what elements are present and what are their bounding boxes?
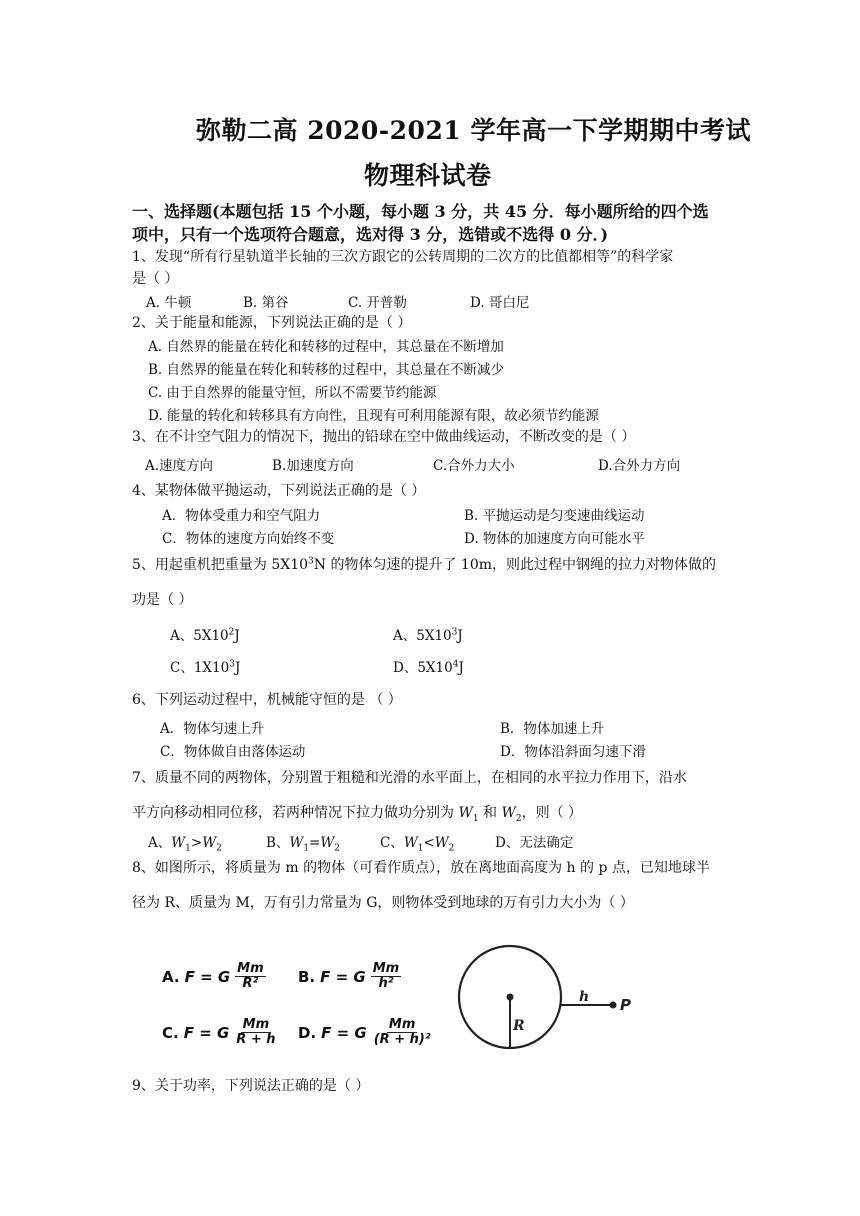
q2-stem: 2、关于能量和能源，下列说法正确的是（ ） bbox=[132, 315, 412, 331]
q7-option-a-w1: W bbox=[171, 835, 186, 851]
q8-formula-d-numerator: Mm bbox=[388, 1017, 416, 1032]
exam-subtitle: 物理科试卷 bbox=[364, 161, 492, 190]
q5-option-a-exp: 2 bbox=[228, 627, 235, 638]
q5-option-a bbox=[170, 624, 240, 644]
q5-option-b-exp: 3 bbox=[451, 627, 458, 638]
q7-option-c-sub1: 1 bbox=[417, 843, 424, 854]
q8-formula-b-numerator: Mm bbox=[372, 961, 400, 976]
q7-option-d: D、无法确定 bbox=[495, 835, 574, 851]
q7-option-b-sub2: 2 bbox=[334, 843, 340, 854]
q7-option-c bbox=[380, 831, 454, 854]
q7-option-b-w1: W bbox=[289, 835, 304, 851]
q5-option-c-exp: 3 bbox=[229, 659, 235, 670]
q5-stem-post: N 的物体匀速的提升了 10m，则此过程中钢绳的拉力对物体做的 bbox=[313, 557, 717, 573]
q3-option-d: D.合外力方向 bbox=[598, 458, 681, 474]
q7-option-b-sub1: 1 bbox=[303, 843, 310, 854]
q1-option-d: D. 哥白尼 bbox=[470, 295, 530, 311]
q8-formula-c-lhs: F = G bbox=[183, 1023, 230, 1042]
q4-option-a: A．物体受重力和空气阻力 bbox=[162, 508, 321, 524]
q7-option-b-w2: W bbox=[320, 835, 335, 851]
q8-stem-line1: 8、如图所示，将质量为 m 的物体（可看作质点），放在离地面高度为 h 的 p 点，已知地球半 bbox=[132, 860, 710, 876]
q1-stem-line2: 是（ ） bbox=[132, 271, 179, 287]
q8-formula-a-denominator: R² bbox=[242, 976, 259, 992]
q8-formula-d-denominator: (R + h)² bbox=[373, 1032, 431, 1048]
q6-option-a: A．物体匀速上升 bbox=[160, 721, 265, 737]
q7-w1-symbol: W bbox=[458, 805, 473, 821]
q7-option-a-sub1: 1 bbox=[185, 843, 191, 854]
q7-option-c-w2: W bbox=[434, 835, 449, 851]
q4-option-d: D. 物体的加速度方向可能水平 bbox=[464, 531, 645, 547]
q7-w1-subscript: 1 bbox=[472, 813, 479, 824]
q2-option-c: C. 由于自然界的能量守恒，所以不需要节约能源 bbox=[148, 385, 437, 401]
exam-title: 弥勒二高 2020-2021 学年高一下学期期中考试 bbox=[196, 116, 751, 145]
q8-earth-figure bbox=[450, 935, 650, 1060]
q3-option-c: C.合外力大小 bbox=[433, 458, 515, 474]
q7-option-c-relation: < bbox=[423, 835, 435, 851]
q8-formula-d-fraction bbox=[372, 1018, 433, 1048]
q5-option-b bbox=[393, 624, 463, 644]
q7-option-a-w2: W bbox=[202, 835, 217, 851]
q7-and: 和 bbox=[478, 805, 502, 821]
q8-formula-c-fraction bbox=[234, 1018, 277, 1048]
q7-option-a-label: A、 bbox=[148, 835, 172, 851]
q5-option-c-base: C、1X10 bbox=[170, 660, 230, 676]
q5-option-d-exp: 4 bbox=[452, 659, 459, 670]
q3-stem: 3、在不计空气阻力的情况下，抛出的铅球在空中做曲线运动，不断改变的是（ ） bbox=[132, 429, 636, 445]
q6-option-c: C．物体做自由落体运动 bbox=[160, 744, 306, 760]
section-heading-line2: 项中，只有一个选项符合题意，选对得 3 分，选错或不选得 0 分．) bbox=[132, 225, 609, 244]
q8-stem-line2: 径为 R、质量为 M，万有引力常量为 G，则物体受到地球的万有引力大小为（ ） bbox=[132, 895, 634, 911]
q8-formula-a-fraction bbox=[235, 962, 265, 992]
q8-formula-c-label: C. bbox=[162, 1023, 179, 1042]
q4-option-b: B. 平抛运动是匀变速曲线运动 bbox=[464, 508, 645, 524]
q9-stem: 9、关于功率，下列说法正确的是（ ） bbox=[132, 1078, 370, 1094]
q6-option-b: B．物体加速上升 bbox=[500, 721, 605, 737]
q5-stem-exponent: 3 bbox=[308, 556, 314, 567]
q8-formula-a bbox=[162, 962, 266, 992]
q5-option-b-unit: J bbox=[457, 628, 463, 644]
q5-stem-line2: 功是（ ） bbox=[132, 592, 193, 608]
q8-formula-a-label: A. bbox=[162, 967, 180, 986]
q8-formula-a-numerator: Mm bbox=[237, 961, 264, 976]
q8-formula-c-numerator: Mm bbox=[242, 1017, 270, 1032]
q7-stem-line1: 7、质量不同的两物体，分别置于粗糙和光滑的水平面上，在相同的水平拉力作用下，沿水 bbox=[132, 770, 687, 786]
q7-option-c-w1: W bbox=[403, 835, 418, 851]
q7-option-c-label: C、 bbox=[380, 835, 404, 851]
q6-option-d: D．物体沿斜面匀速下滑 bbox=[500, 744, 646, 760]
q8-formula-d-label: D. bbox=[298, 1023, 317, 1042]
section-heading-line1: 一、选择题(本题包括 15 个小题，每小题 3 分，共 45 分．每小题所给的四个选 bbox=[132, 202, 709, 221]
point-p-dot bbox=[610, 1002, 617, 1009]
q5-option-a-base: A、5X10 bbox=[170, 628, 229, 644]
q2-option-b: B. 自然界的能量在转化和转移的过程中，其总量在不断减少 bbox=[148, 362, 505, 378]
q7-option-a bbox=[148, 831, 222, 854]
q7-option-c-sub2: 2 bbox=[448, 843, 455, 854]
q8-formula-a-lhs: F = G bbox=[184, 967, 231, 986]
q8-formula-b-label: B. bbox=[298, 967, 316, 986]
q1-option-c: C. 开普勒 bbox=[348, 295, 407, 311]
q5-option-d bbox=[393, 656, 464, 676]
q5-stem-line1 bbox=[132, 554, 716, 574]
q7-option-a-relation: > bbox=[190, 835, 203, 851]
r-label: R bbox=[513, 1018, 525, 1034]
q5-option-d-base: D、5X10 bbox=[393, 660, 453, 676]
q7-w2-symbol: W bbox=[501, 805, 516, 821]
q4-option-c: C．物体的速度方向始终不变 bbox=[162, 531, 335, 547]
q8-formula-b bbox=[298, 962, 401, 992]
q8-formula-c-denominator: R + h bbox=[236, 1032, 276, 1048]
q7-option-b bbox=[266, 831, 340, 854]
q4-stem: 4、某物体做平抛运动，下列说法正确的是（ ） bbox=[132, 483, 426, 499]
q5-stem-pre: 5、用起重机把重量为 5X10 bbox=[132, 557, 309, 573]
q7-option-b-label: B、 bbox=[266, 835, 290, 851]
q5-option-a-unit: J bbox=[234, 628, 240, 644]
q8-formula-c bbox=[162, 1018, 278, 1048]
q1-option-a: A. 牛顿 bbox=[146, 295, 192, 311]
q7-stem-line2-post: ，则（ ） bbox=[521, 805, 583, 821]
q3-option-b: B.加速度方向 bbox=[272, 458, 354, 474]
q3-option-a: A.速度方向 bbox=[145, 458, 214, 474]
q1-option-b: B. 第谷 bbox=[243, 295, 289, 311]
q5-option-c-unit: J bbox=[234, 660, 241, 676]
q8-formula-b-lhs: F = G bbox=[320, 967, 366, 986]
q7-stem-line2 bbox=[132, 802, 582, 824]
q7-w2-subscript: 2 bbox=[515, 813, 522, 824]
q8-formula-b-denominator: h² bbox=[378, 976, 394, 992]
q1-stem-line1: 1、发现“所有行星轨道半长轴的三次方跟它的公转周期的二次方的比值都相等”的科学家 bbox=[132, 249, 674, 265]
q5-option-c bbox=[170, 656, 240, 676]
q7-option-a-sub2: 2 bbox=[216, 843, 222, 854]
q8-formula-d-lhs: F = G bbox=[321, 1023, 367, 1042]
q6-stem: 6、下列运动过程中，机械能守恒的是 （ ） bbox=[132, 692, 402, 708]
q5-option-b-base: A、5X10 bbox=[393, 628, 452, 644]
q2-option-a: A. 自然界的能量在转化和转移的过程中，其总量在不断增加 bbox=[148, 339, 504, 355]
q7-stem-line2-pre: 平方向移动相同位移，若两种情况下拉力做功分别为 bbox=[132, 805, 459, 821]
h-label: h bbox=[579, 989, 590, 1005]
q2-option-d: D. 能量的转化和转移具有方向性，且现有可利用能源有限，故必须节约能源 bbox=[148, 408, 599, 424]
q5-option-d-unit: J bbox=[458, 660, 464, 676]
q7-option-b-relation: = bbox=[309, 835, 321, 851]
p-label: P bbox=[620, 996, 631, 1014]
q8-formula-b-fraction bbox=[371, 962, 401, 992]
q8-formula-d bbox=[298, 1018, 433, 1048]
